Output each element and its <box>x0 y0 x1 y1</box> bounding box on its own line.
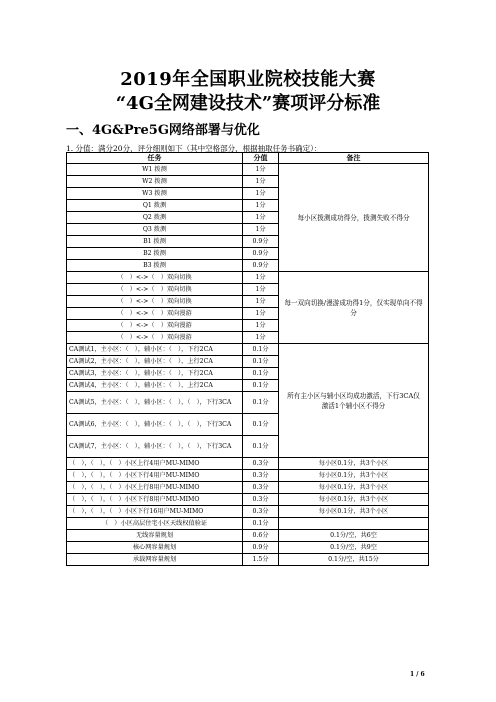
table-row <box>67 272 429 284</box>
score-cell: 0.1分 <box>243 436 279 458</box>
header-note: 备注 <box>279 153 429 164</box>
header-task: 任务 <box>67 153 243 164</box>
note-cell: 每小区0.1分，共3个小区 <box>279 506 429 518</box>
task-cell: CA测试1，主小区：（ ），辅小区：（ ），下行2CA <box>67 344 243 356</box>
task-cell: Q1 拨测 <box>67 200 243 212</box>
task-cell: （ ）<->（ ）双向切换 <box>67 272 243 284</box>
note-handover: 每一双向切换/漫游成功得1分，仅实现单向不得分 <box>279 272 429 344</box>
task-cell: B2 拨测 <box>67 248 243 260</box>
score-cell: 1分 <box>243 284 279 296</box>
table-row <box>67 470 429 482</box>
task-cell: Q3 拨测 <box>67 224 243 236</box>
score-cell: 0.9分 <box>243 248 279 260</box>
task-cell: 核心网容量规划 <box>67 542 243 554</box>
score-cell: 1分 <box>243 224 279 236</box>
score-cell: 1.5分 <box>243 554 279 566</box>
task-cell: CA测试2，主小区：（ ），辅小区：（ ），上行2CA <box>67 356 243 368</box>
task-cell: （ ）<->（ ）双向切换 <box>67 296 243 308</box>
task-cell: CA测试5，主小区：（ ），辅小区：（ ），（ ），下行3CA <box>67 392 243 414</box>
task-cell: 无线容量规划 <box>67 530 243 542</box>
scoring-table <box>66 152 429 566</box>
score-cell: 0.3分 <box>243 494 279 506</box>
note-cell: 0.1分/空，共9空 <box>279 542 429 554</box>
table-row <box>67 506 429 518</box>
score-cell: 0.9分 <box>243 260 279 272</box>
task-cell: W2 拨测 <box>67 176 243 188</box>
task-cell: B1 拨测 <box>67 236 243 248</box>
score-cell: 1分 <box>243 272 279 284</box>
score-cell: 0.1分 <box>243 518 279 530</box>
task-cell: CA测试3，主小区：（ ），辅小区：（ ），下行2CA <box>67 368 243 380</box>
score-cell: 0.1分 <box>243 368 279 380</box>
header-score: 分值 <box>243 153 279 164</box>
note-ca-tests: 所有主小区与辅小区均成功激活，下行3CA仅激活1个辅小区不得分 <box>279 344 429 458</box>
page-number: 1 / 6 <box>410 671 425 678</box>
score-cell: 0.3分 <box>243 470 279 482</box>
task-cell: W1 拨测 <box>67 164 243 176</box>
note-cell: 每小区0.1分，共3个小区 <box>279 494 429 506</box>
note-dial-tests: 每小区拨测成功得分，拨测失败不得分 <box>279 164 429 272</box>
task-cell: （ ）<->（ ）双向漫游 <box>67 320 243 332</box>
task-cell: Q2 拨测 <box>67 212 243 224</box>
score-cell: 0.1分 <box>243 392 279 414</box>
table-row <box>67 344 429 356</box>
table-row <box>67 494 429 506</box>
task-cell: （ ）<->（ ）双向漫游 <box>67 332 243 344</box>
table-row <box>67 164 429 176</box>
table-row <box>67 518 429 530</box>
score-cell: 0.1分 <box>243 356 279 368</box>
task-cell: CA测试7，主小区：（ ），辅小区：（ ），（ ），下行3CA <box>67 436 243 458</box>
task-cell: W3 拨测 <box>67 188 243 200</box>
task-cell: （ ），（ ），（ ）小区下行8用户MU-MIMO <box>67 494 243 506</box>
note-cell: 0.1分/空，共6空 <box>279 530 429 542</box>
task-cell: （ ），（ ），（ ）小区下行4用户MU-MIMO <box>67 470 243 482</box>
score-cell: 0.3分 <box>243 458 279 470</box>
score-cell: 0.3分 <box>243 506 279 518</box>
score-cell: 1分 <box>243 296 279 308</box>
task-cell: （ ）<->（ ）双向切换 <box>67 284 243 296</box>
task-cell: CA测试4，主小区：（ ），辅小区：（ ），上行2CA <box>67 380 243 392</box>
task-cell: （ ）<->（ ）双向漫游 <box>67 308 243 320</box>
task-cell: CA测试6，主小区：（ ），辅小区：（ ），（ ），下行3CA <box>67 414 243 436</box>
note-cell: 每小区0.1分，共3个小区 <box>279 482 429 494</box>
task-cell: （ ），（ ），（ ）小区上行4用户MU-MIMO <box>67 458 243 470</box>
score-cell: 1分 <box>243 332 279 344</box>
page-title: 2019年全国职业院校技能大赛 <box>120 69 376 90</box>
score-cell: 0.9分 <box>243 542 279 554</box>
score-cell: 0.1分 <box>243 344 279 356</box>
table-row <box>67 458 429 470</box>
score-cell: 1分 <box>243 212 279 224</box>
task-cell: （ ），（ ），（ ）小区上行8用户MU-MIMO <box>67 482 243 494</box>
score-cell: 0.6分 <box>243 530 279 542</box>
intro-text: 1. 分值：满分20分，评分细则如下（其中空格部分，根据抽取任务书确定）： <box>66 144 322 153</box>
score-cell: 1分 <box>243 308 279 320</box>
task-cell: （ ）小区高层住宅小区天线权值验证 <box>67 518 243 530</box>
section-heading: 一、4G&Pre5G网络部署与优化 <box>66 123 260 138</box>
task-cell: 承载网容量规划 <box>67 554 243 566</box>
table-row <box>67 554 429 566</box>
table-row <box>67 530 429 542</box>
note-cell: 0.1分/空，共15分 <box>279 554 429 566</box>
note-cell: 每小区0.1分，共3个小区 <box>279 470 429 482</box>
score-cell: 0.3分 <box>243 482 279 494</box>
table-header-row <box>67 153 429 164</box>
score-cell: 1分 <box>243 188 279 200</box>
table-row <box>67 542 429 554</box>
score-cell: 1分 <box>243 200 279 212</box>
note-cell: 每小区0.1分，共3个小区 <box>279 458 429 470</box>
score-cell: 1分 <box>243 320 279 332</box>
task-cell: （ ），（ ），（ ）小区下行16用户MU-MIMO <box>67 506 243 518</box>
score-cell: 1分 <box>243 176 279 188</box>
table-row <box>67 482 429 494</box>
score-cell: 0.9分 <box>243 236 279 248</box>
page-subtitle: “4G全网建设技术”赛项评分标准 <box>115 93 381 114</box>
note-cell <box>279 518 429 530</box>
score-cell: 1分 <box>243 164 279 176</box>
score-cell: 0.1分 <box>243 414 279 436</box>
score-cell: 0.1分 <box>243 380 279 392</box>
task-cell: B3 拨测 <box>67 260 243 272</box>
